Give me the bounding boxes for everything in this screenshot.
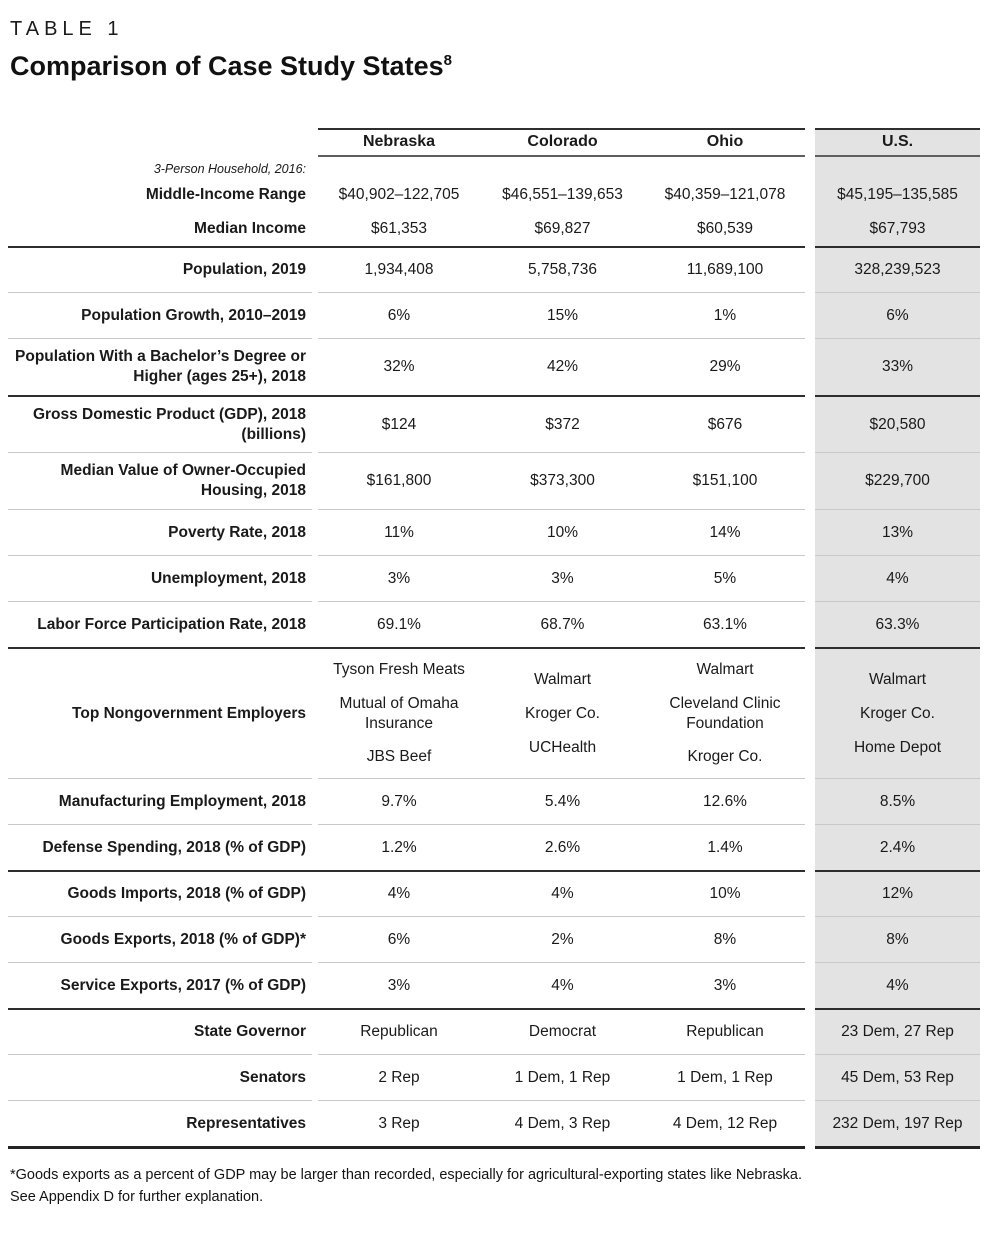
row-label: Unemployment, 2018 — [8, 555, 312, 601]
cell-ohio: 14% — [645, 509, 805, 555]
cell-us: 232 Dem, 197 Rep — [815, 1100, 980, 1146]
us-column-gap — [805, 962, 815, 1008]
cell-colorado: 2% — [480, 916, 645, 962]
cell-colorado: 5,758,736 — [480, 246, 645, 292]
cell-us: 33% — [815, 338, 980, 395]
cell-us: 4% — [815, 555, 980, 601]
row-label: Population, 2019 — [8, 246, 312, 292]
cell-ohio: 10% — [645, 870, 805, 916]
cell-ohio: 1.4% — [645, 824, 805, 870]
us-column-gap — [805, 509, 815, 555]
cell-us: 23 Dem, 27 Rep — [815, 1008, 980, 1054]
table-row-state-governor — [8, 1008, 980, 1054]
table-bottom-rule — [8, 1146, 980, 1149]
cell-ohio: $151,100 — [645, 452, 805, 509]
row-label: Middle-Income Range — [145, 186, 306, 204]
table-row-manufacturing-employment — [8, 778, 980, 824]
table-header-row — [8, 128, 980, 157]
cell-colorado: 4 Dem, 3 Rep — [480, 1100, 645, 1146]
column-header-ohio: Ohio — [645, 128, 805, 157]
cell-ohio: $60,539 — [696, 220, 754, 238]
row-label: Defense Spending, 2018 (% of GDP) — [8, 824, 312, 870]
bottom-rule-segment — [480, 1146, 645, 1149]
table-row-representatives — [8, 1100, 980, 1146]
us-column-gap — [805, 601, 815, 647]
table-row-middle-income-range — [8, 178, 980, 212]
row-label: Manufacturing Employment, 2018 — [8, 778, 312, 824]
cell-colorado: 68.7% — [480, 601, 645, 647]
row-label: Top Nongovernment Employers — [8, 647, 312, 778]
cell-ohio: 3% — [645, 962, 805, 1008]
cell-us: $20,580 — [815, 395, 980, 452]
cell-ohio — [645, 647, 805, 778]
table-row-population — [8, 246, 980, 292]
table-row-population-growth — [8, 292, 980, 338]
cell-colorado: Democrat — [480, 1008, 645, 1054]
cell-us: 6% — [815, 292, 980, 338]
employer-item: Walmart — [533, 670, 592, 688]
row-label: Population With a Bachelor’s Degree or Higher (ages 25+), 2018 — [8, 338, 312, 395]
us-column-gap — [805, 555, 815, 601]
row-label: Population Growth, 2010–2019 — [8, 292, 312, 338]
cell-colorado: 4% — [480, 962, 645, 1008]
column-header-colorado: Colorado — [480, 128, 645, 157]
cell-us: 328,239,523 — [815, 246, 980, 292]
row-label: Goods Exports, 2018 (% of GDP)* — [8, 916, 312, 962]
cell-us: 4% — [815, 962, 980, 1008]
cell-ohio: Republican — [645, 1008, 805, 1054]
employer-item: Walmart — [696, 661, 754, 678]
footnote-line-1: *Goods exports as a percent of GDP may be larger than recorded, especially for agricultural-exporting states like Nebraska. — [10, 1167, 802, 1184]
us-column-gap — [805, 824, 815, 870]
employer-item: Walmart — [868, 670, 927, 688]
cell-us: 2.4% — [815, 824, 980, 870]
cell-ohio: 29% — [645, 338, 805, 395]
cell-us: 63.3% — [815, 601, 980, 647]
cell-nebraska: 2 Rep — [318, 1054, 480, 1100]
cell-ohio: 8% — [645, 916, 805, 962]
table-row-median-home-value — [8, 452, 980, 509]
cell-ohio: $40,359–121,078 — [664, 186, 786, 204]
cell-colorado: 15% — [480, 292, 645, 338]
footnote-line-2: See Appendix D for further explanation. — [10, 1189, 264, 1206]
cell-us: 12% — [815, 870, 980, 916]
empty-cell — [815, 157, 980, 178]
cell-us: 45 Dem, 53 Rep — [815, 1054, 980, 1100]
us-column-gap — [805, 1054, 815, 1100]
employer-item: UCHealth — [528, 738, 597, 756]
us-column-gap — [805, 338, 815, 395]
table-row-median-income — [8, 212, 980, 246]
row-group-note — [8, 157, 980, 178]
row-label: Poverty Rate, 2018 — [8, 509, 312, 555]
cell-nebraska: 1.2% — [318, 824, 480, 870]
us-column-gap — [805, 452, 815, 509]
cell-nebraska: 3 Rep — [318, 1100, 480, 1146]
cell-nebraska: 4% — [318, 870, 480, 916]
cell-nebraska: $124 — [318, 395, 480, 452]
us-column-gap — [805, 1008, 815, 1054]
endnote-superscript: 8 — [443, 52, 452, 69]
us-column-gap — [805, 292, 815, 338]
us-column-gap — [805, 870, 815, 916]
cell-colorado: 5.4% — [480, 778, 645, 824]
row-label: Median Value of Owner-Occupied Housing, 2018 — [8, 452, 312, 509]
us-column-gap — [805, 395, 815, 452]
us-column-gap — [805, 647, 815, 778]
cell-nebraska: 9.7% — [318, 778, 480, 824]
us-column-gap — [805, 1146, 815, 1149]
cell-ohio: 4 Dem, 12 Rep — [645, 1100, 805, 1146]
household-note-label: 3-Person Household, 2016: — [153, 162, 306, 176]
cell-nebraska — [318, 647, 480, 778]
cell-ohio: 11,689,100 — [645, 246, 805, 292]
cell-nebraska: 69.1% — [318, 601, 480, 647]
row-label: Representatives — [8, 1100, 312, 1146]
us-column-gap — [805, 246, 815, 292]
cell-nebraska: 6% — [318, 292, 480, 338]
column-header-us: U.S. — [815, 128, 980, 157]
employer-item: Tyson Fresh Meats — [333, 661, 465, 678]
cell-colorado — [480, 647, 645, 778]
table-row-bachelors-degree — [8, 338, 980, 395]
us-column-gap — [805, 128, 815, 157]
cell-us: 8% — [815, 916, 980, 962]
cell-colorado: $69,827 — [534, 220, 591, 238]
employer-item: Kroger Co. — [860, 704, 935, 722]
cell-colorado: $373,300 — [480, 452, 645, 509]
cell-ohio: 1% — [645, 292, 805, 338]
bottom-rule-segment — [8, 1146, 312, 1149]
bottom-rule-segment — [645, 1146, 805, 1149]
cell-colorado: 3% — [480, 555, 645, 601]
cell-nebraska: 1,934,408 — [318, 246, 480, 292]
table-row-service-exports — [8, 962, 980, 1008]
employer-item: Kroger Co. — [687, 748, 763, 766]
cell-nebraska: Republican — [318, 1008, 480, 1054]
cell-nebraska: $161,800 — [318, 452, 480, 509]
table-row-senators — [8, 1054, 980, 1100]
comparison-table — [8, 128, 980, 1149]
employer-item: Home Depot — [853, 738, 941, 756]
cell-nebraska: 3% — [318, 962, 480, 1008]
empty-cell — [645, 157, 805, 178]
bottom-rule-segment — [318, 1146, 480, 1149]
us-column-gap — [805, 212, 815, 246]
us-column-gap — [805, 778, 815, 824]
footnote — [10, 1165, 980, 1209]
us-column-gap — [805, 157, 815, 178]
page-title-text: Comparison of Case Study States — [10, 51, 444, 81]
cell-nebraska: $61,353 — [370, 220, 428, 238]
cell-us: 13% — [815, 509, 980, 555]
table-row-unemployment — [8, 555, 980, 601]
cell-ohio: 5% — [645, 555, 805, 601]
row-label: Senators — [8, 1054, 312, 1100]
row-label: Labor Force Participation Rate, 2018 — [8, 601, 312, 647]
table-row-poverty-rate — [8, 509, 980, 555]
table-number-eyebrow: TABLE 1 — [10, 18, 124, 40]
cell-colorado: 1 Dem, 1 Rep — [480, 1054, 645, 1100]
cell-ohio: 1 Dem, 1 Rep — [645, 1054, 805, 1100]
cell-colorado: 42% — [480, 338, 645, 395]
table-row-gdp — [8, 395, 980, 452]
us-column-gap — [805, 178, 815, 212]
table-row-goods-imports — [8, 870, 980, 916]
cell-nebraska: 32% — [318, 338, 480, 395]
cell-ohio: $676 — [645, 395, 805, 452]
bottom-rule-segment — [815, 1146, 980, 1149]
cell-colorado: 2.6% — [480, 824, 645, 870]
row-label: Median Income — [194, 220, 306, 238]
us-column-gap — [805, 1100, 815, 1146]
cell-us: $45,195–135,585 — [815, 178, 980, 212]
row-label: State Governor — [8, 1008, 312, 1054]
cell-ohio: 63.1% — [645, 601, 805, 647]
table-row-goods-exports — [8, 916, 980, 962]
employer-item: Mutual of Omaha Insurance — [339, 694, 459, 732]
column-header-nebraska: Nebraska — [318, 128, 480, 157]
row-label: Goods Imports, 2018 (% of GDP) — [8, 870, 312, 916]
cell-us: $229,700 — [815, 452, 980, 509]
header-spacer — [8, 128, 312, 157]
cell-nebraska: 6% — [318, 916, 480, 962]
row-label: Gross Domestic Product (GDP), 2018 (billions) — [8, 395, 312, 452]
cell-colorado: $372 — [480, 395, 645, 452]
table-row-labor-force-participation — [8, 601, 980, 647]
us-column-gap — [805, 916, 815, 962]
cell-colorado: 4% — [480, 870, 645, 916]
empty-cell — [480, 157, 645, 178]
table-row-top-employers — [8, 647, 980, 778]
cell-ohio: 12.6% — [645, 778, 805, 824]
empty-cell — [318, 157, 480, 178]
employer-item: JBS Beef — [366, 748, 432, 766]
cell-us: 8.5% — [815, 778, 980, 824]
cell-nebraska: $40,902–122,705 — [338, 186, 460, 204]
table-row-defense-spending — [8, 824, 980, 870]
cell-nebraska: 3% — [318, 555, 480, 601]
cell-colorado: $46,551–139,653 — [502, 186, 623, 204]
page-title — [10, 51, 980, 82]
cell-colorado: 10% — [480, 509, 645, 555]
row-label: Service Exports, 2017 (% of GDP) — [8, 962, 312, 1008]
cell-nebraska: 11% — [318, 509, 480, 555]
cell-us — [815, 647, 980, 778]
employer-item: Kroger Co. — [525, 704, 600, 722]
employer-item: Cleveland Clinic Foundation — [669, 694, 781, 732]
cell-us: $67,793 — [815, 212, 980, 246]
